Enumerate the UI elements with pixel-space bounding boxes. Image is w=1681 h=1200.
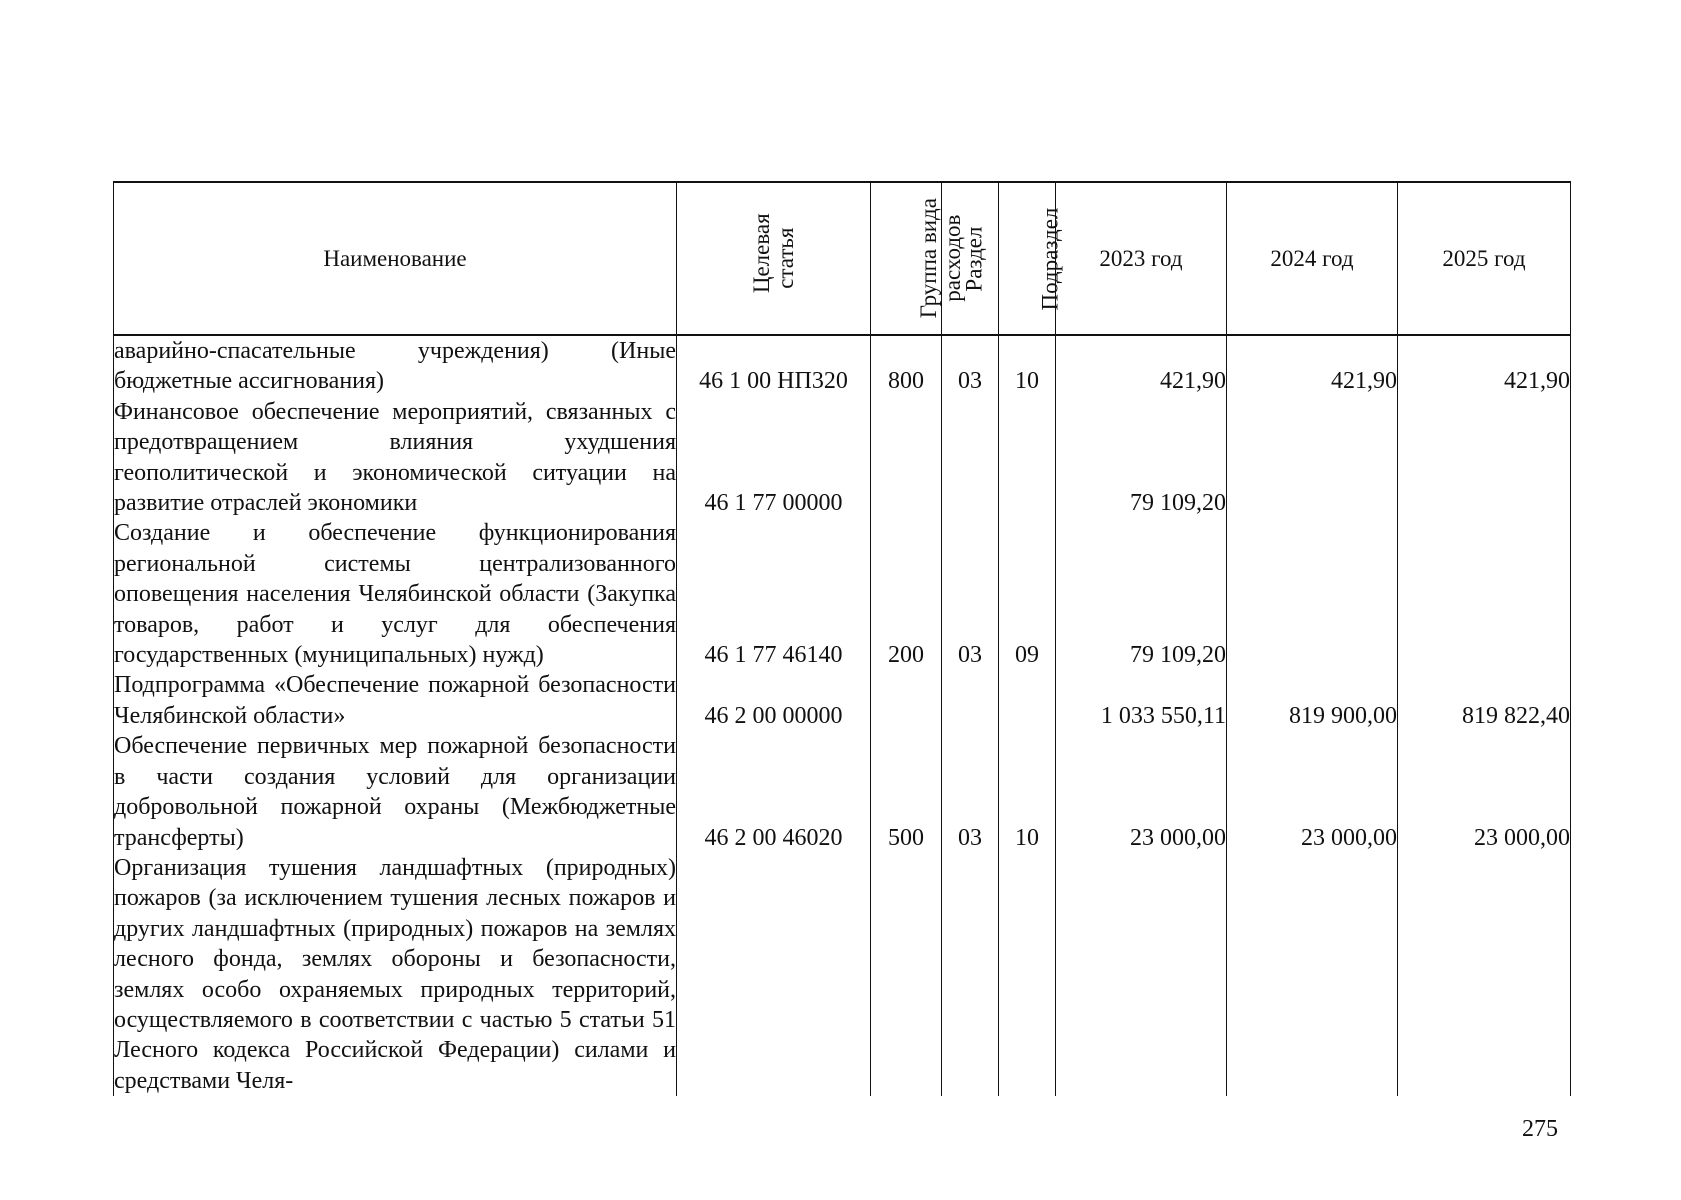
table-row bbox=[114, 731, 1571, 853]
row-section: 03 bbox=[942, 731, 999, 853]
table-row bbox=[114, 518, 1571, 670]
header-section: Раздел bbox=[942, 182, 999, 335]
row-group: 200 bbox=[871, 518, 942, 670]
row-2023: 421,90 bbox=[1056, 335, 1227, 397]
row-2024: 819 900,00 bbox=[1227, 670, 1398, 731]
row-name: Финансовое обеспечение мероприятий, связанных с предотвращением влияния ухудшения геополитической и экономической ситуации на развитие отраслей экономики bbox=[114, 397, 677, 519]
row-target: 46 1 77 00000 bbox=[677, 397, 871, 519]
row-subsection: 09 bbox=[999, 518, 1056, 670]
row-2023 bbox=[1056, 853, 1227, 1096]
row-target: 46 2 00 00000 bbox=[677, 670, 871, 731]
row-target: 46 1 00 НП320 bbox=[677, 335, 871, 397]
row-section bbox=[942, 853, 999, 1096]
table-row bbox=[114, 335, 1571, 397]
header-expense-group: Группа вида расходов bbox=[871, 182, 942, 335]
row-group bbox=[871, 853, 942, 1096]
table-row bbox=[114, 397, 1571, 519]
row-2025 bbox=[1398, 853, 1571, 1096]
row-section: 03 bbox=[942, 518, 999, 670]
header-year-2024: 2024 год bbox=[1227, 182, 1398, 335]
row-2025: 819 822,40 bbox=[1398, 670, 1571, 731]
row-subsection bbox=[999, 397, 1056, 519]
row-subsection: 10 bbox=[999, 335, 1056, 397]
row-subsection bbox=[999, 670, 1056, 731]
row-name: Организация тушения ландшафтных (природных) пожаров (за исключением тушения лесных пожаров и других ландшафтных (природных) пожаров на землях лесного фонда, землях обороны и безопасности, землях особо охраняемых природных территорий, осуществляемого в соответствии с частью 5 статьи 51 Лесного кодекса Российской Федерации) силами и средствами Челя- bbox=[114, 853, 677, 1096]
table-header-row bbox=[114, 182, 1571, 335]
row-2023: 1 033 550,11 bbox=[1056, 670, 1227, 731]
row-2025 bbox=[1398, 397, 1571, 519]
row-2024 bbox=[1227, 397, 1398, 519]
row-target: 46 1 77 46140 bbox=[677, 518, 871, 670]
row-section: 03 bbox=[942, 335, 999, 397]
row-subsection bbox=[999, 853, 1056, 1096]
row-name: аварийно-спасательные учреждения) (Иные бюджетные ассигнования) bbox=[114, 335, 677, 397]
row-name: Подпрограмма «Обеспечение пожарной безопасности Челябинской области» bbox=[114, 670, 677, 731]
row-2024 bbox=[1227, 518, 1398, 670]
row-group: 500 bbox=[871, 731, 942, 853]
table-row bbox=[114, 670, 1571, 731]
row-group: 800 bbox=[871, 335, 942, 397]
header-year-2023: 2023 год bbox=[1056, 182, 1227, 335]
header-subsection: Подраздел bbox=[999, 182, 1056, 335]
row-2025: 421,90 bbox=[1398, 335, 1571, 397]
header-year-2025: 2025 год bbox=[1398, 182, 1571, 335]
row-2024: 421,90 bbox=[1227, 335, 1398, 397]
row-2023: 79 109,20 bbox=[1056, 397, 1227, 519]
header-target-article: Целевая статья bbox=[677, 182, 871, 335]
row-2025 bbox=[1398, 518, 1571, 670]
row-group bbox=[871, 670, 942, 731]
row-section bbox=[942, 670, 999, 731]
row-2023: 79 109,20 bbox=[1056, 518, 1227, 670]
row-name: Обеспечение первичных мер пожарной безопасности в части создания условий для организации добровольной пожарной охраны (Межбюджетные трансферты) bbox=[114, 731, 677, 853]
header-name: Наименование bbox=[114, 182, 677, 335]
row-group bbox=[871, 397, 942, 519]
row-2025: 23 000,00 bbox=[1398, 731, 1571, 853]
row-name: Создание и обеспечение функционирования региональной системы централизованного оповещения населения Челябинской области (Закупка товаров, работ и услуг для обеспечения государственных (муниципальных) нужд) bbox=[114, 518, 677, 670]
page-number: 275 bbox=[1522, 1116, 1558, 1142]
row-2024 bbox=[1227, 853, 1398, 1096]
row-target bbox=[677, 853, 871, 1096]
row-2024: 23 000,00 bbox=[1227, 731, 1398, 853]
table-row bbox=[114, 853, 1571, 1096]
row-2023: 23 000,00 bbox=[1056, 731, 1227, 853]
budget-table bbox=[113, 181, 1571, 1096]
row-target: 46 2 00 46020 bbox=[677, 731, 871, 853]
row-subsection: 10 bbox=[999, 731, 1056, 853]
row-section bbox=[942, 397, 999, 519]
